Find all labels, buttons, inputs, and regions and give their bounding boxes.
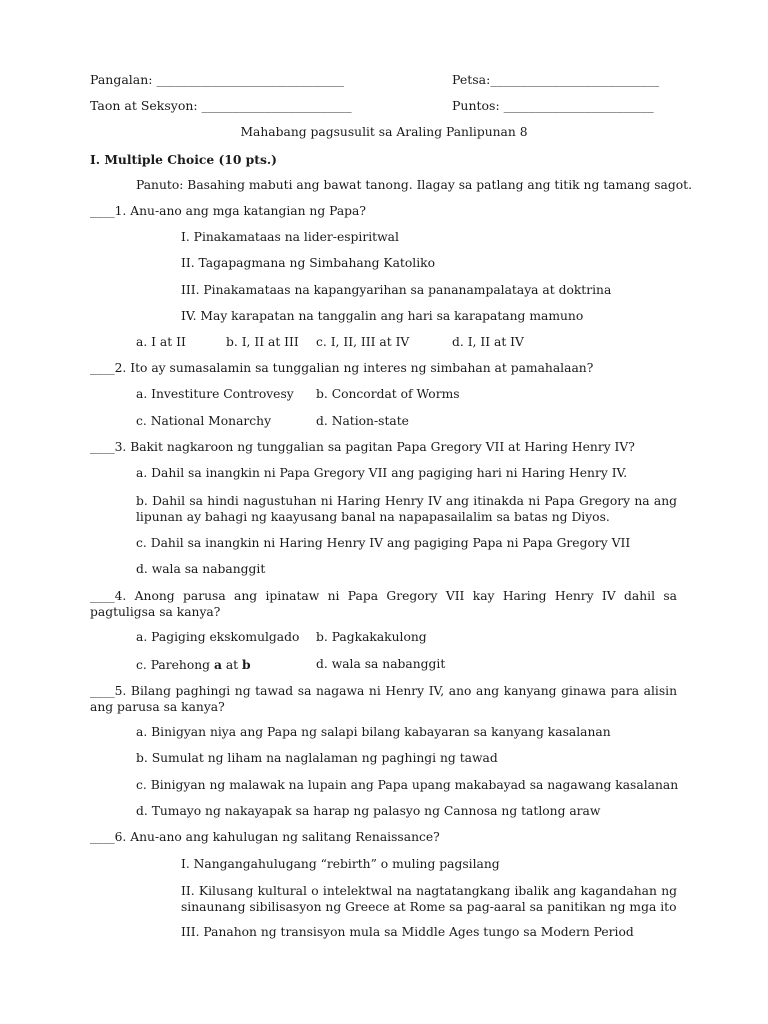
q6-item-2: II. Kilusang kultural o intelektwal na nagtatangkang ibalik ang kagandahan ng sinaunang sibilisasyon ng Greece at Rome sa pag-aaral sa panitikan ng mga ito xyxy=(181,884,677,914)
q1-choice-d: d. I, II at IV xyxy=(452,335,524,349)
section-field-label: Taon at Seksyon: ________________________ xyxy=(90,98,352,113)
q2-choice-d: d. Nation-state xyxy=(316,414,409,428)
q3-stem: ____3. Bakit nagkaroon ng tunggalian sa pagitan Papa Gregory VII at Haring Henry IV? xyxy=(90,440,635,454)
q1-choice-a: a. I at II xyxy=(136,335,186,349)
q4-choice-c-mid: at xyxy=(221,658,242,672)
q1-choice-b: b. I, II at III xyxy=(226,335,299,349)
q4-choice-c-prefix: c. Parehong xyxy=(136,658,214,672)
q6-stem: ____6. Anu-ano ang kahulugan ng salitang Renaissance? xyxy=(90,830,440,844)
q2-stem: ____2. Ito ay sumasalamin sa tunggalian ng interes ng simbahan at pamahalaan? xyxy=(90,361,594,375)
q5-choice-d: d. Tumayo ng nakayapak sa harap ng palasyo ng Cannosa ng tatlong araw xyxy=(136,804,601,818)
date-field-label: Petsa:___________________________ xyxy=(452,72,660,87)
q3-choice-b: b. Dahil sa hindi nagustuhan ni Haring Henry IV ang itinakda ni Papa Gregory na ang lipunan ay bahagi ng kaayusang banal na napapasailalim sa batas ng Diyos. xyxy=(136,494,677,524)
q1-item-4: IV. May karapatan na tanggalin ang hari sa karapatang mamuno xyxy=(181,309,584,323)
q1-choice-c: c. I, II, III at IV xyxy=(316,335,410,349)
q4-choice-c-a: a xyxy=(213,657,222,672)
q5-stem: ____5. Bilang paghingi ng tawad sa nagawa ni Henry IV, ano ang kanyang ginawa para alisin ang parusa sa kanya? xyxy=(90,684,677,714)
q4-choice-a: a. Pagiging ekskomulgado xyxy=(136,630,300,644)
q2-choice-a: a. Investiture Controvesy xyxy=(136,387,294,401)
q5-choice-b: b. Sumulat ng liham na naglalaman ng paghingi ng tawad xyxy=(136,751,498,765)
q4-stem: ____4. Anong parusa ang ipinataw ni Papa Gregory VII kay Haring Henry IV dahil sa pagtuligsa sa kanya? xyxy=(90,589,677,619)
q4-choice-c-b: b xyxy=(242,657,251,672)
q6-item-3: III. Panahon ng transisyon mula sa Middle Ages tungo sa Modern Period xyxy=(181,925,634,939)
q3-choice-a: a. Dahil sa inangkin ni Papa Gregory VII ang pagiging hari ni Haring Henry IV. xyxy=(136,466,628,480)
q3-choice-d: d. wala sa nabanggit xyxy=(136,562,266,576)
q2-choice-c: c. National Monarchy xyxy=(136,414,272,428)
q1-item-2: II. Tagapagmana ng Simbahang Katoliko xyxy=(181,256,435,270)
q4-choice-d: d. wala sa nabanggit xyxy=(316,657,446,671)
q4-choice-b: b. Pagkakakulong xyxy=(316,630,427,644)
part1-heading: I. Multiple Choice (10 pts.) xyxy=(90,152,277,167)
instructions: Panuto: Basahing mabuti ang bawat tanong. Ilagay sa patlang ang titik ng tamang sagot. xyxy=(136,178,692,192)
q1-item-1: I. Pinakamataas na lider-espiritwal xyxy=(181,230,399,244)
q6-item-1: I. Nangangahulugang “rebirth” o muling pagsilang xyxy=(181,857,500,871)
q2-choice-b: b. Concordat of Worms xyxy=(316,387,460,401)
q3-choice-c: c. Dahil sa inangkin ni Haring Henry IV ang pagiging Papa ni Papa Gregory VII xyxy=(136,536,631,550)
q4-choice-c xyxy=(136,657,251,672)
name-field-label: Pangalan: ______________________________ xyxy=(90,72,344,87)
q5-choice-a: a. Binigyan niya ang Papa ng salapi bilang kabayaran sa kanyang kasalanan xyxy=(136,725,611,739)
q1-stem: ____1. Anu-ano ang mga katangian ng Papa? xyxy=(90,204,366,218)
q5-choice-c: c. Binigyan ng malawak na lupain ang Papa upang makabayad sa nagawang kasalanan xyxy=(136,778,679,792)
q1-item-3: III. Pinakamataas na kapangyarihan sa pananampalataya at doktrina xyxy=(181,283,612,297)
exam-title: Mahabang pagsusulit sa Araling Panlipunan 8 xyxy=(240,125,528,139)
score-field-label: Puntos: ________________________ xyxy=(452,98,654,113)
